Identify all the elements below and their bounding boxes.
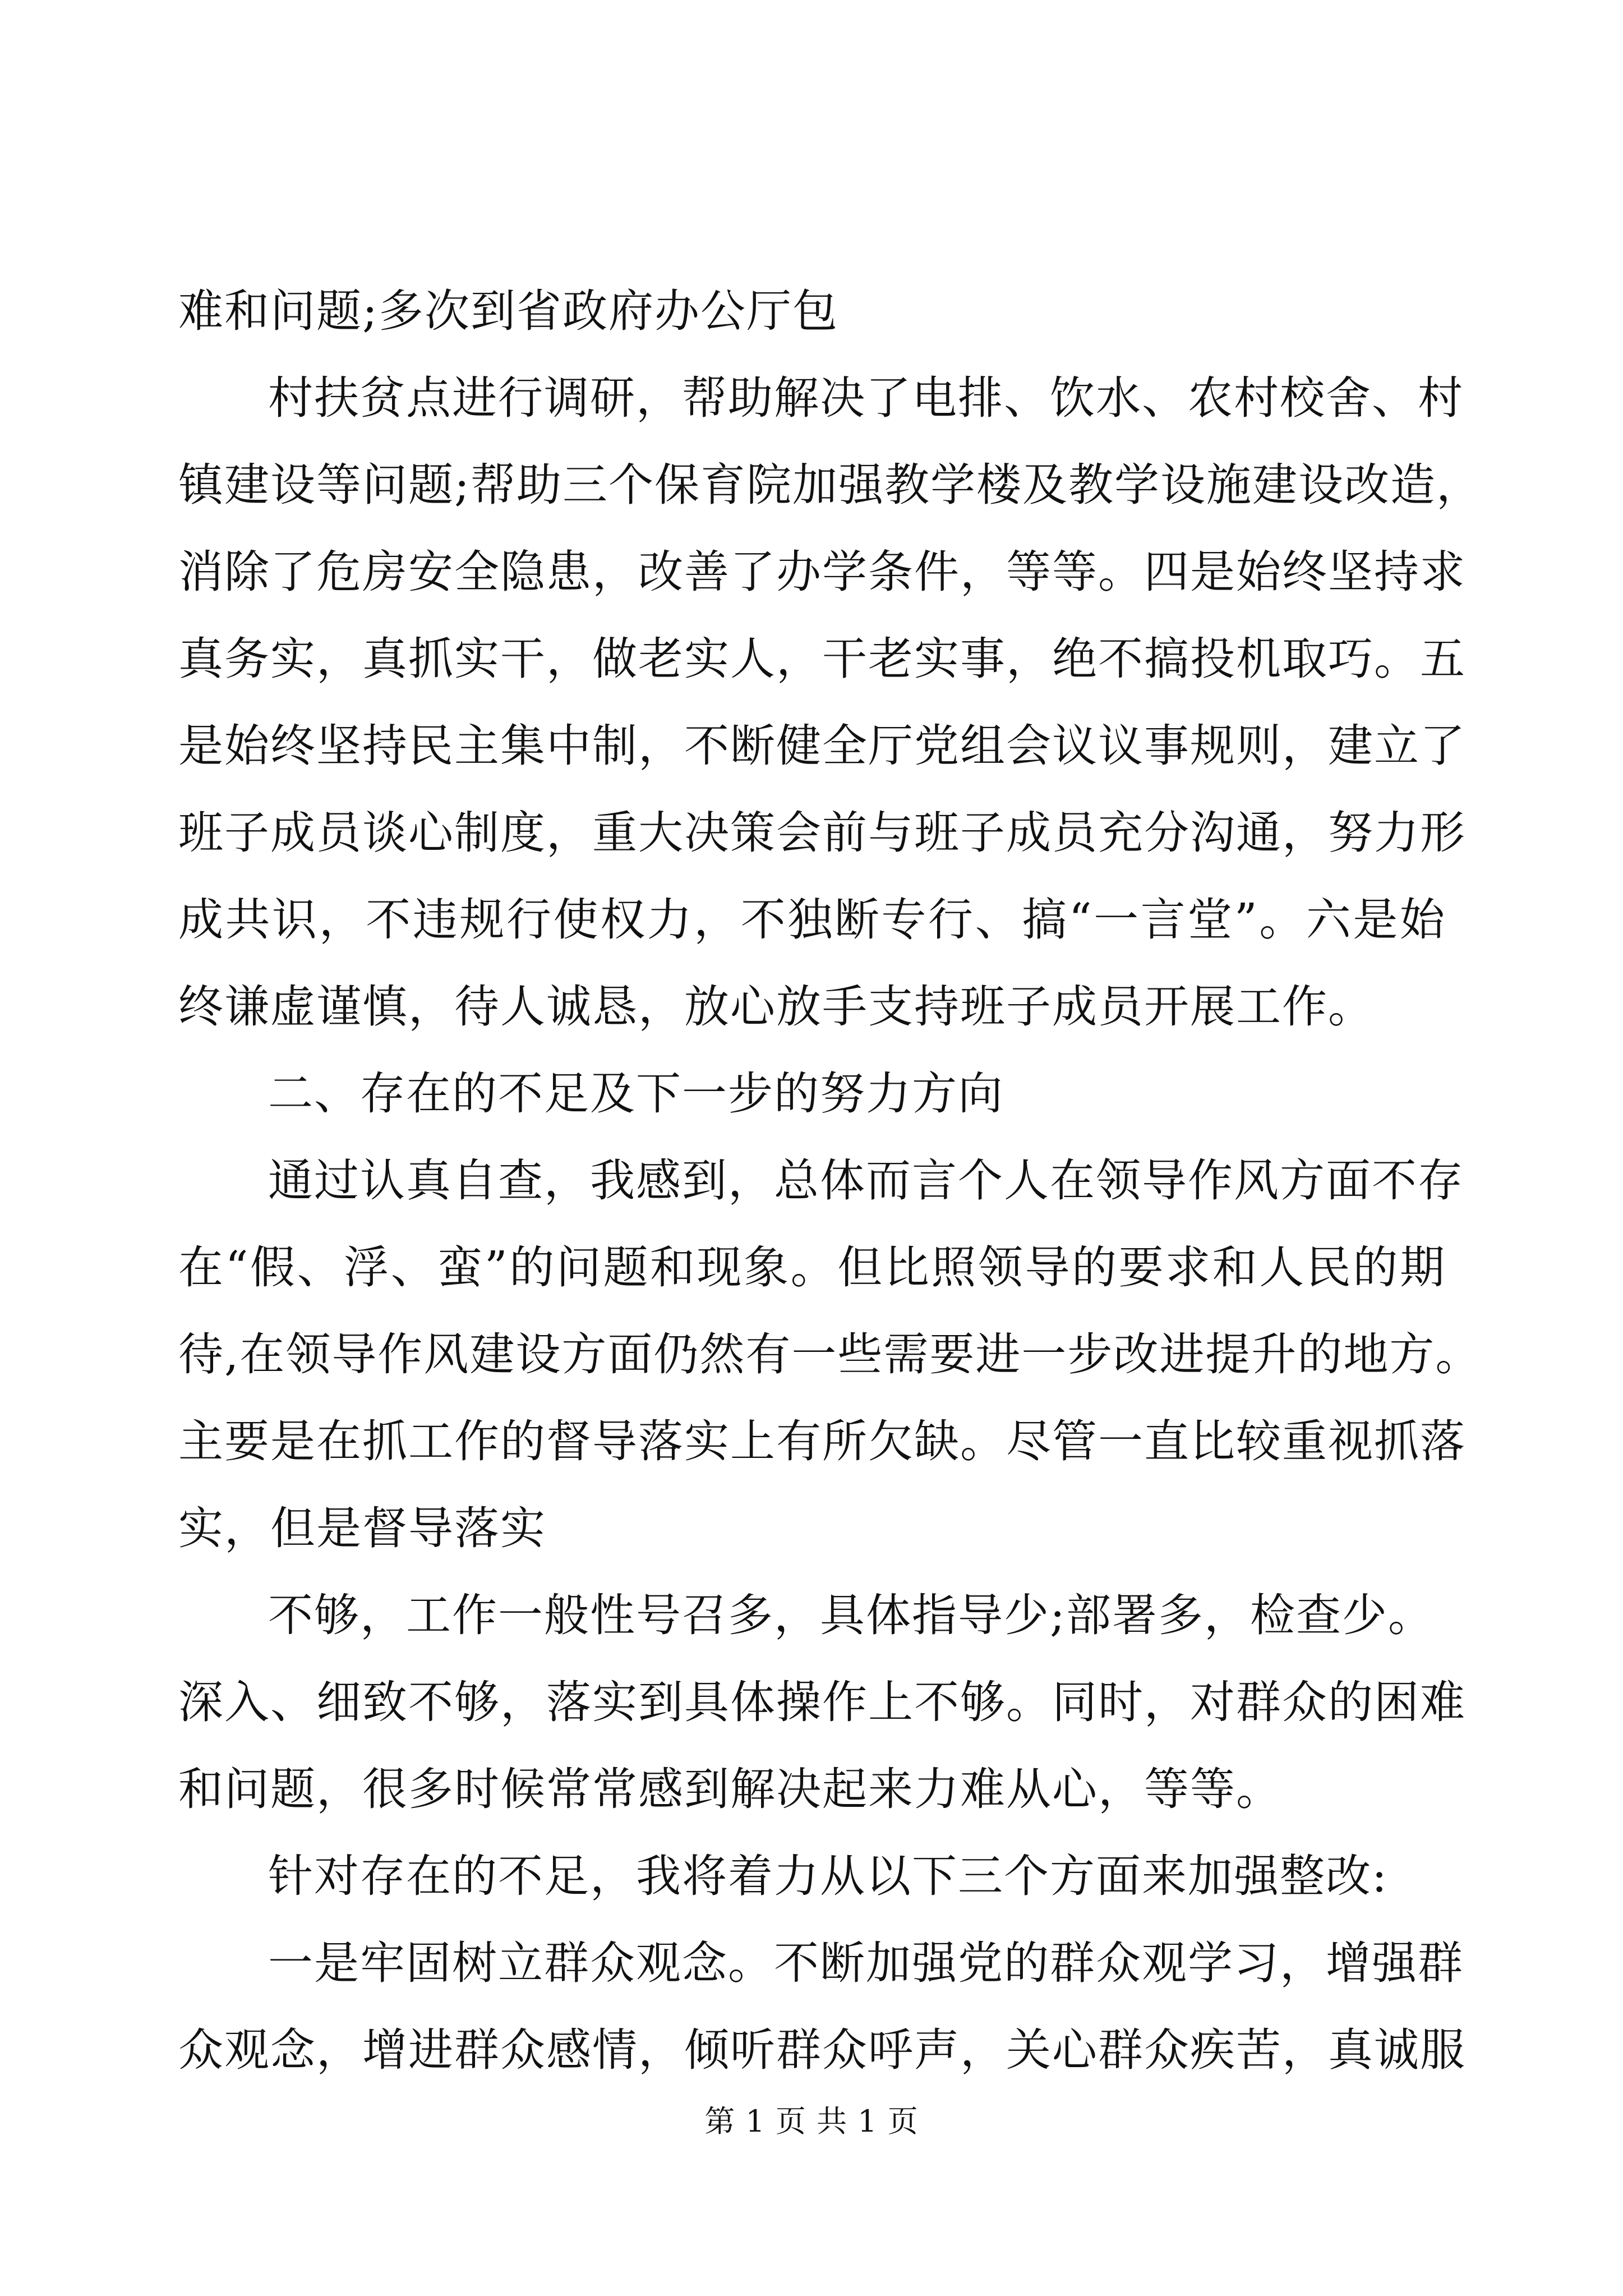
- paragraph-line: 在“假、浮、蛮”的问题和现象。但比照领导的要求和人民的期: [178, 1241, 1446, 1294]
- paragraph-line: 针对存在的不足，我将着力从以下三个方面来加强整改:: [268, 1850, 1388, 1902]
- paragraph-line: 班子成员谈心制度，重大决策会前与班子成员充分沟通，努力形: [178, 807, 1466, 859]
- paragraph-line: 实，但是督导落实: [178, 1502, 546, 1554]
- paragraph-line: 村扶贫点进行调研，帮助解决了电排、饮水、农村校舍、村: [268, 372, 1464, 424]
- paragraph-line: 一是牢固树立群众观念。不断加强党的群众观学习，增强群: [268, 1937, 1464, 1989]
- paragraph-line: 和问题，很多时候常常感到解决起来力难从心，等等。: [178, 1763, 1282, 1815]
- paragraph-line: 不够，工作一般性号召多，具体指导少;部署多，检查少。: [268, 1589, 1434, 1641]
- paragraph-line: 深入、细致不够，落实到具体操作上不够。同时，对群众的困难: [178, 1676, 1466, 1728]
- paragraph-line: 消除了危房安全隐患，改善了办学条件，等等。四是始终坚持求: [178, 546, 1466, 598]
- paragraph-line: 是始终坚持民主集中制，不断健全厅党组会议议事规则，建立了: [178, 720, 1466, 772]
- paragraph-line: 众观念，增进群众感情，倾听群众呼声，关心群众疾苦，真诚服: [178, 2024, 1466, 2076]
- paragraph-line: 主要是在抓工作的督导落实上有所欠缺。尽管一直比较重视抓落: [178, 1415, 1466, 1467]
- paragraph-line: 成共识，不违规行使权力，不独断专行、搞“一言堂”。六是始: [178, 894, 1446, 946]
- page-footer: 第 1 页 共 1 页: [704, 2104, 919, 2139]
- paragraph-line: 待,在领导作风建设方面仍然有一些需要进一步改进提升的地方。: [178, 1328, 1482, 1381]
- paragraph-line: 难和问题;多次到省政府办公厅包: [178, 285, 838, 337]
- paragraph-line: 真务实，真抓实干，做老实人，干老实事，绝不搞投机取巧。五: [178, 633, 1466, 685]
- paragraph-line: 二、存在的不足及下一步的努力方向: [268, 1068, 1004, 1120]
- paragraph-line: 终谦虚谨慎，待人诚恳，放心放手支持班子成员开展工作。: [178, 981, 1374, 1033]
- paragraph-line: 镇建设等问题;帮助三个保育院加强教学楼及教学设施建设改造，: [178, 459, 1482, 511]
- paragraph-line: 通过认真自查，我感到，总体而言个人在领导作风方面不存: [268, 1154, 1464, 1207]
